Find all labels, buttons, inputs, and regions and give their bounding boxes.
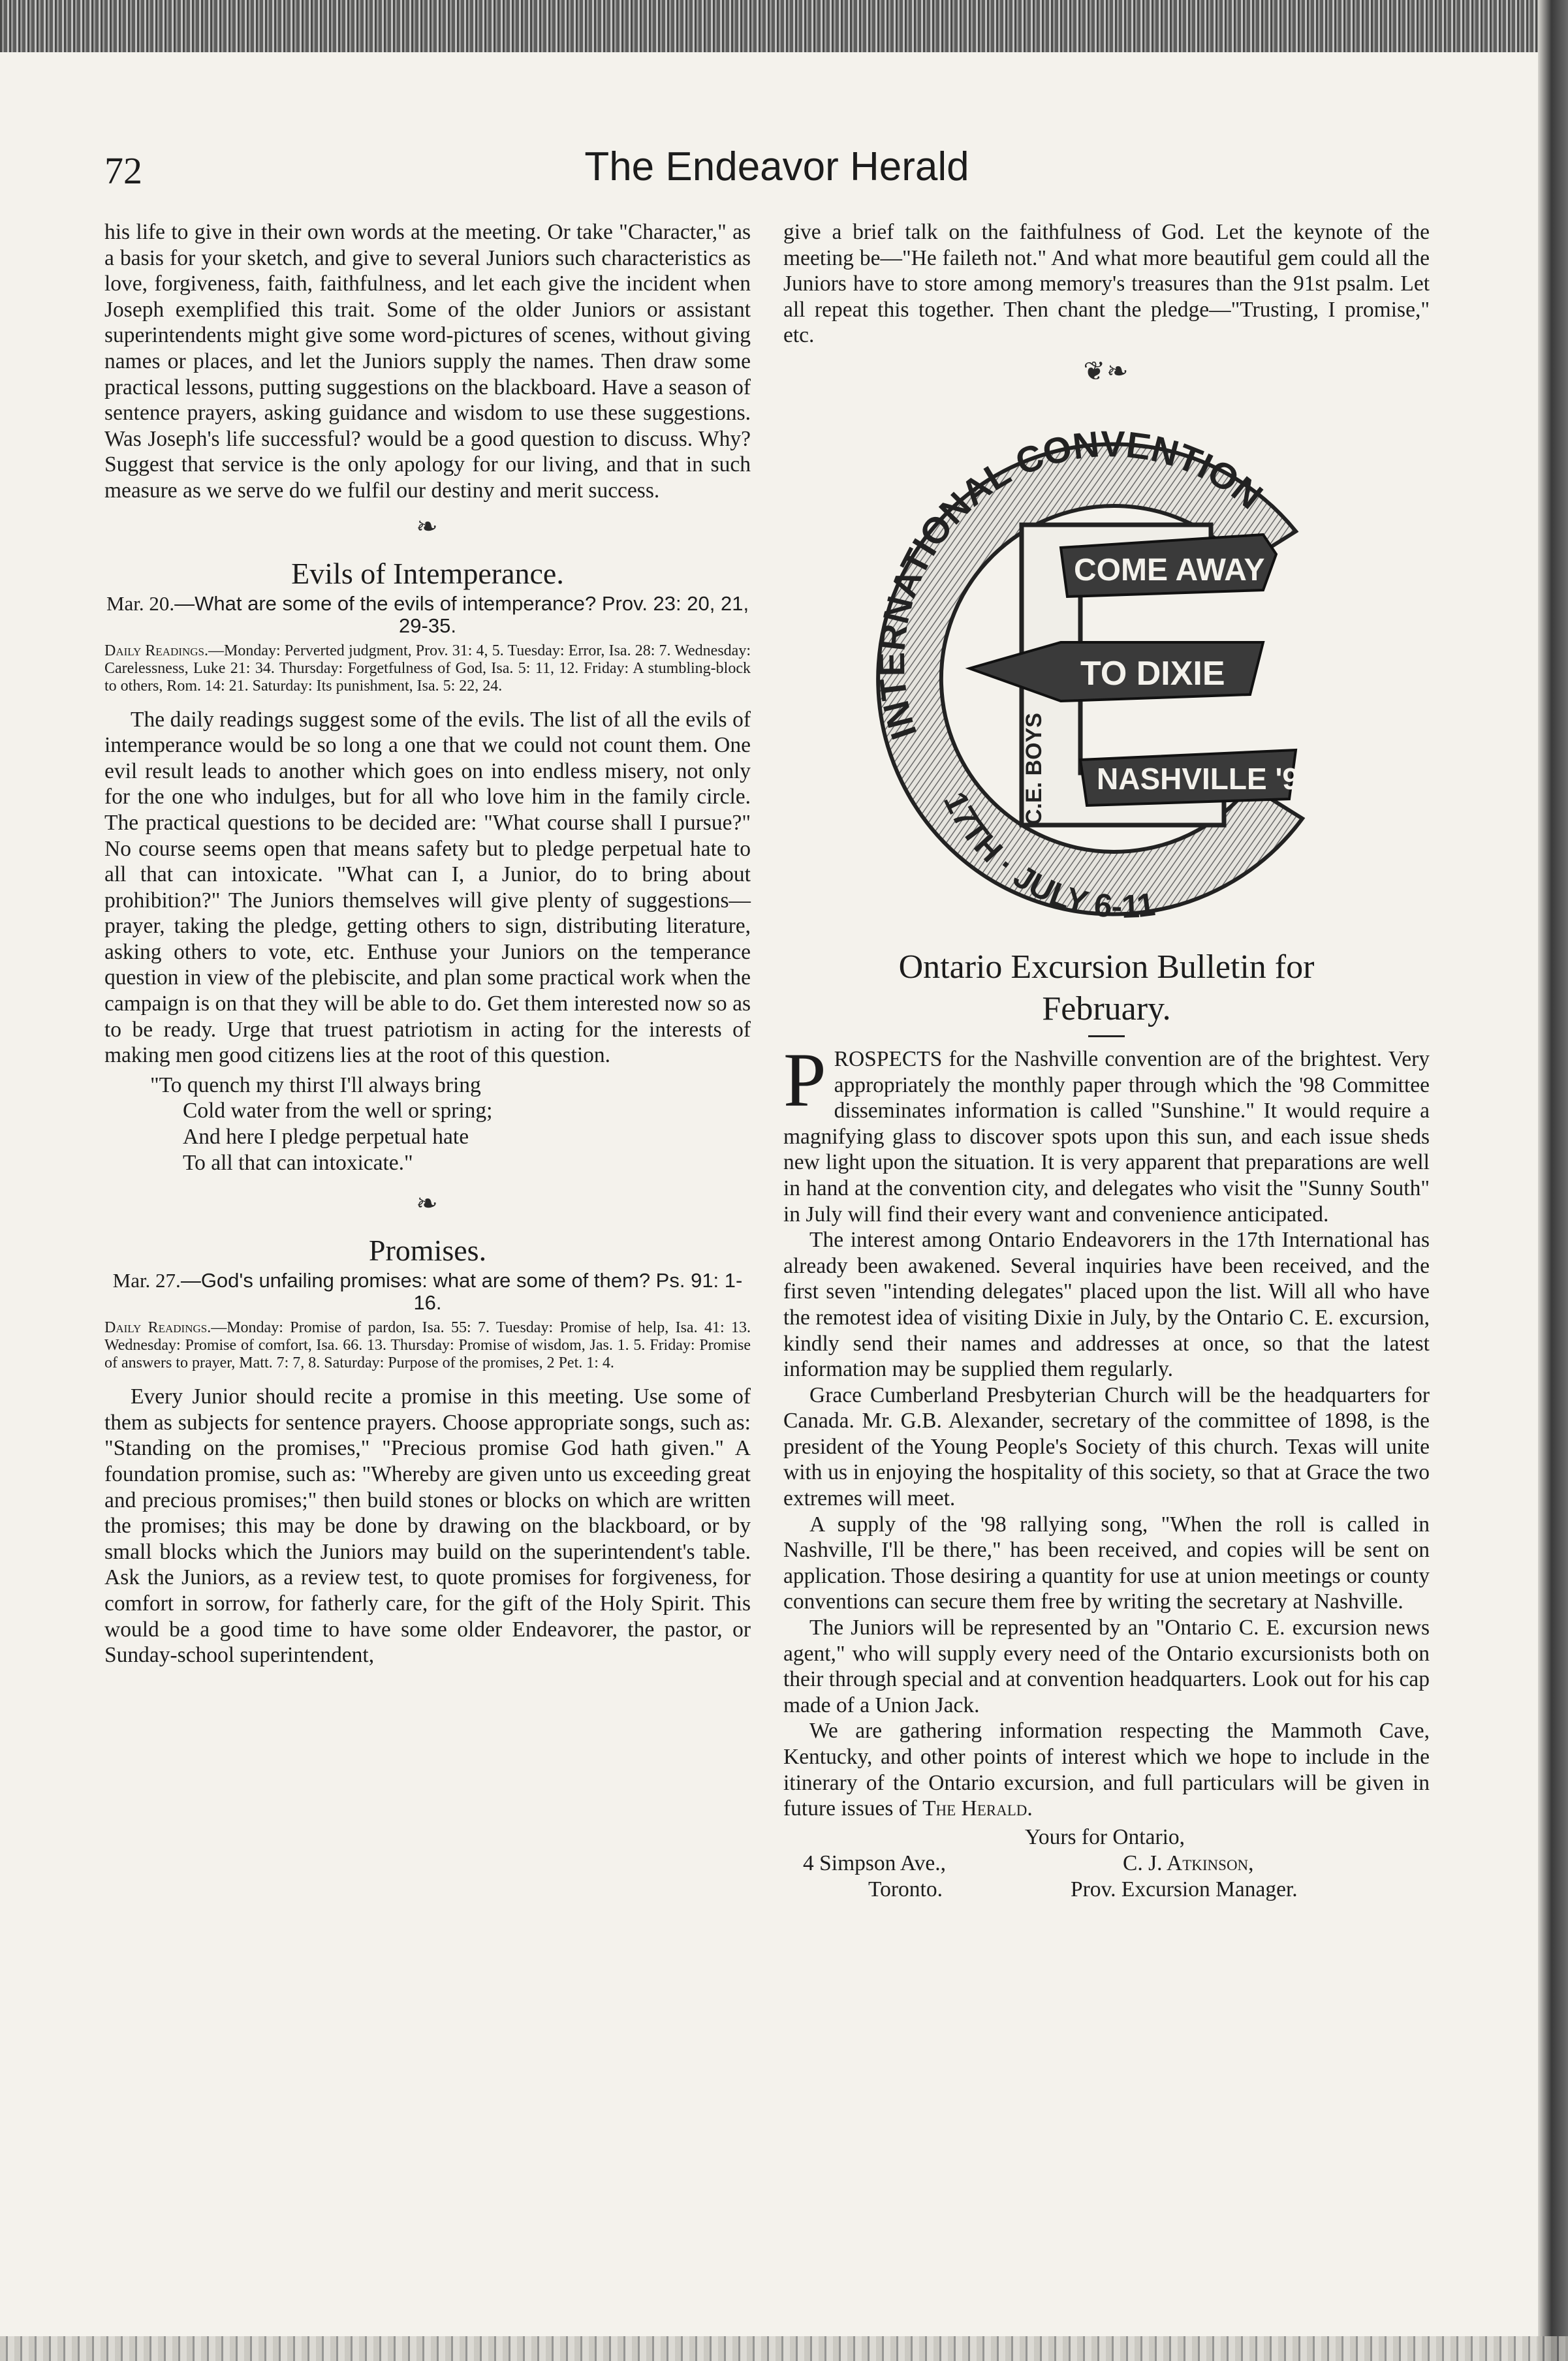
promises-body: Every Junior should recite a promise in this meeting. Use some of them as subjects for sentence prayers. Choose appropriate songs, such as: "Standing on the promises," "Precious promise God hath given." A foundation promise, such as: "Whereby are given unto us exceeding great and precious promises;" then build stones or blocks on which are written the promises; this may be done by drawing on the blackboard, or by small blocks which the Juniors may build on the superintendent's table. Ask the Juniors, as a review test, to quote promises for forgiveness, for comfort in sorrow, for fatherly care, for the gift of the Holy Spirit. This would be a good time to have some older Endeavorer, the pastor, or Sunday-school superintendent, [104,1384,751,1668]
bulletin-title [783,946,1430,1030]
evils-readings-label: Daily Readings. [104,642,209,659]
promises-readings-text: —Monday: Promise of pardon, Isa. 55: 7. Tuesday: Promise of help, Isa. 41: 13. Wednesday: Promise of comfort, Isa. 66. 13. Thursday: Promise of wisdom, Jas. 1. 5. Friday: Promise of answers to prayer, Matt. 7: 7, 8. Saturday: Purpose of the promises, 2 Pet. 1: 4. [104,1319,751,1372]
bulletin-paragraph-6 [783,1718,1430,1821]
running-title: The Endeavor Herald [584,144,969,189]
bulletin-paragraph-5: The Juniors will be represented by an "Ontario C. E. excursion news agent," who will supply every need of the Ontario excursionists both on their through special and at convention headquarters. Look out for his cap made of a Union Jack. [783,1616,1430,1717]
right-column [783,219,1430,1903]
bulletin-paragraph-3: Grace Cumberland Presbyterian Church will be the headquarters for Canada. Mr. G.B. Alexander, secretary of the committee of 1898, is the president of the Young People's Society of this church. Texas will unite with us in enjoying the hospitality of this society, so that at Grace the two extremes will meet. [783,1383,1430,1511]
temperance-verse [104,1072,751,1176]
evils-date: Mar. 20. [106,591,175,615]
promises-lesson-heading [104,1270,751,1314]
promises-daily-readings [104,1319,751,1372]
scan-edge-top [0,0,1568,52]
signatory-position: Prov. Excursion Manager. [1071,1877,1298,1901]
promises-date: Mar. 27. [112,1269,181,1292]
verse-line-1: "To quench my thirst I'll always bring [150,1072,481,1097]
verse-line-3: And here I pledge perpetual hate [183,1125,469,1149]
bulletin-paragraph-4: A supply of the '98 rallying song, "When the roll is called in Nashville, I'll be there," has been received, and copies will be sent on application. Those desiring a quantity for use at union meetings or county conventions can secure them free by writing the secretary at Nashville. [783,1512,1430,1614]
ce-emblem-graphic [845,394,1368,943]
bulletin-paragraph-6-text: We are gathering information respecting the Mammoth Cave, Kentucky, and other points of interest which we hope to include in the itinerary of the Ontario excursion, and full particulars will be given in future issues of [783,1719,1430,1821]
bulletin-paragraph-1-text: ROSPECTS for the Nashville convention are of the brightest. Very appropriately the monthly paper through which the '98 Committee disseminates information is called "Sunshine." It would require a magnifying glass to discover spots upon this sun, and each issue sheds new light upon the situation. It is very apparent that preparations are well in hand at the convention city, and delegates who visit the "Sunny South" in July will find their every want and convenience anticipated. [783,1046,1430,1227]
promises-title: Promises. [368,1234,487,1268]
herald-name: The Herald. [922,1796,1033,1821]
address-line-2: Toronto. [868,1877,943,1901]
scan-edge-bottom [0,2336,1568,2361]
inner-vertical-text: C.E. BOYS [1022,713,1046,825]
drop-cap: P [783,1037,826,1123]
banner-to-dixie-text: TO DIXIE [1080,654,1225,693]
ornament-divider: ❧ [416,511,439,541]
evils-lesson-heading [104,593,751,637]
closing-line: Yours for Ontario, [1025,1824,1185,1849]
evils-body: The daily readings suggest some of the evils. The list of all the evils of intemperance would be so long a one that we could not count them. One evil result leads to another which goes on into endless misery, not only for the one who indulges, but for all who love him in the family circle. The practical questions to be decided are: "What course shall I pursue?" No course seems open that means safety but to pledge perpetual hate to all that can intoxicate. "What can I, a Junior, do to bring about prohibition?" The Juniors themselves will give plenty of suggestions—prayer, taking the pledge, getting others to sign, distributing literature, asking others to vote, etc. Enthuse your Juniors on the temperance question in view of the plebiscite, and plan some practical work when the campaign is on that they will be able to do. Get them interested now so as to be ready. Urge that truest patriotism in acting for the interests of making men good citizens lies at the root of this question. [104,707,751,1068]
ornament-divider: ❦❧ [1083,356,1130,386]
banner-come-away-text: COME AWAY [1074,552,1265,587]
evils-daily-readings [104,642,751,695]
verse-line-4: To all that can intoxicate." [183,1150,413,1175]
scan-edge-right [1538,0,1568,2361]
ring-text-bottom: 17TH · JULY 6-11 [936,786,1157,925]
evils-question: —What are some of the evils of intemperance? Prov. 23: 20, 21, 29-35. [174,591,749,637]
page-header [104,144,1449,202]
title-rule [1088,1035,1125,1037]
convention-emblem [783,394,1430,943]
bulletin-title-line-1: Ontario Excursion Bulletin for [898,948,1315,986]
banner-nashville-text: NASHVILLE '98 [1097,761,1316,796]
evils-title: Evils of Intemperance. [291,556,564,590]
promises-readings-label: Daily Readings. [104,1319,212,1337]
continuation-paragraph: give a brief talk on the faithfulness of God. Let the keynote of the meeting be—"He faileth not." And what more beautiful gem could all the Juniors have to store among memory's treasures than the 91st psalm. Let all repeat this together. Then chant the pledge—"Trusting, I promise," etc. [783,220,1430,348]
promises-question: —God's unfailing promises: what are some of them? Ps. 91: 1-16. [180,1269,743,1315]
ring-text-top: INTERNATIONAL CONVENTION [871,423,1271,745]
verse-line-2: Cold water from the well or spring; [183,1099,493,1123]
signatory-name: C. J. Atkinson, [1123,1851,1254,1875]
intro-paragraph: his life to give in their own words at the meeting. Or take "Character," as a basis for your sketch, and give to several Juniors such characteristics as love, forgiveness, faith, faithfulness, and let each give the incident when Joseph exemplified this trait. Some of the older Juniors or assistant superintendents might give some word-pictures of scenes, without giving names or places, and let the Juniors supply the names. Then draw some practical lessons, putting suggestions on the blackboard. Have a season of sentence prayers, asking guidance and wisdom to use these suggestions. Was Joseph's life successful? would be a good question to discuss. Why? Suggest that service is the only apology for our living, and that in such measure as we serve do we fulfil our destiny and merit success. [104,220,751,503]
signature-block [783,1824,1430,1903]
evils-readings-text: —Monday: Perverted judgment, Prov. 31: 4, 5. Tuesday: Error, Isa. 28: 7. Wednesday: Carelessness, Luke 21: 34. Thursday: Forgetfulness of God, Isa. 5: 11, 12. Friday: A stumbling-block to others, Rom. 14: 21. Saturday: Its punishment, Isa. 5: 22, 24. [104,642,751,695]
bulletin-paragraph-2: The interest among Ontario Endeavorers in the 17th International has already been awakened. Several inquiries have been received, and the first seven "intending delegates" placed upon the list. Will all who have the remotest idea of visiting Dixie in July, by the Ontario C. E. excursion, kindly send their names and addresses at once, so that the latest information may be supplied them regularly. [783,1228,1430,1382]
address-line-1: 4 Simpson Ave., [803,1851,947,1875]
left-column [104,219,751,1668]
page-number: 72 [104,149,142,192]
bulletin-title-line-2: February. [1042,990,1171,1027]
ornament-divider: ❧ [416,1189,439,1219]
bulletin-paragraph-1 [783,1037,1430,1227]
